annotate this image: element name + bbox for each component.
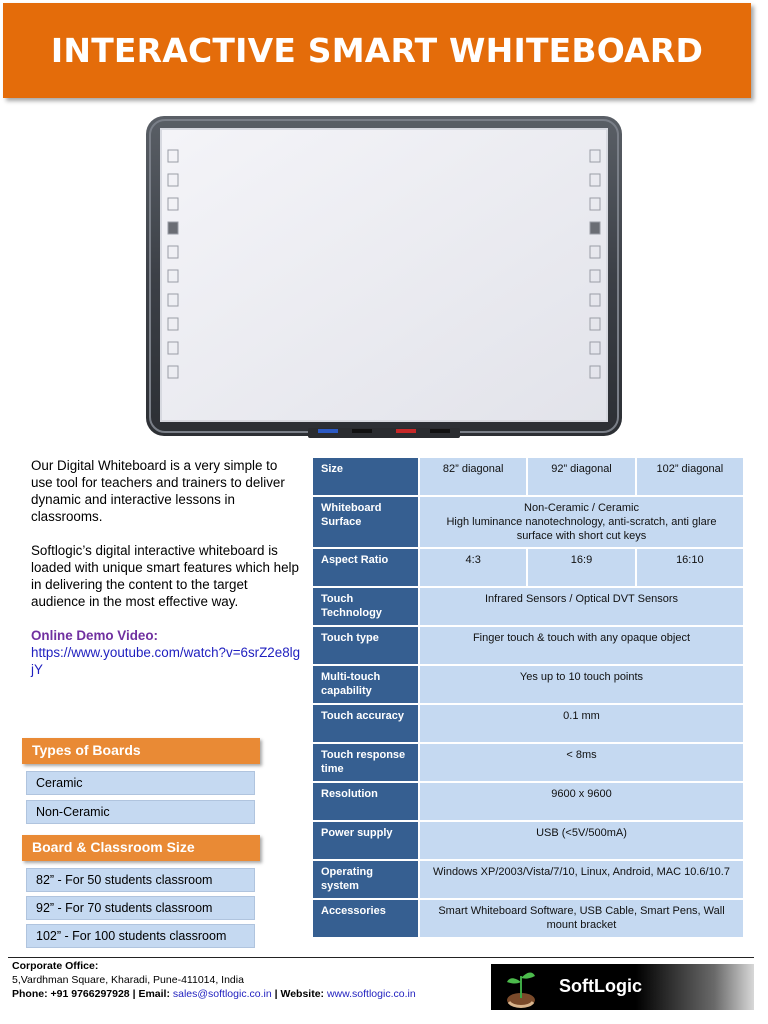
spec-value: 102” diagonal	[637, 458, 743, 495]
spec-value: Smart Whiteboard Software, USB Cable, Smart Pens, Wall mount bracket	[420, 900, 743, 937]
spec-table	[311, 456, 745, 939]
spec-value: 82” diagonal	[420, 458, 526, 495]
logo-text: SoftLogic	[559, 976, 642, 996]
spec-label: Multi-touch capability	[313, 666, 418, 703]
spec-value: 92” diagonal	[528, 458, 634, 495]
spec-row-os	[313, 861, 743, 898]
spec-value: USB (<5V/500mA)	[420, 822, 743, 859]
spec-value: Windows XP/2003/Vista/7/10, Linux, Android, MAC 10.6/10.7	[420, 861, 743, 898]
board-size-heading: Board & Classroom Size	[22, 835, 260, 861]
email-label: Email:	[138, 988, 170, 1000]
spec-label: Touch accuracy	[313, 705, 418, 742]
spec-value: 0.1 mm	[420, 705, 743, 742]
spec-value: Yes up to 10 touch points	[420, 666, 743, 703]
spec-label: Touch type	[313, 627, 418, 664]
softlogic-logo	[491, 964, 754, 1010]
spec-value: 4:3	[420, 549, 526, 586]
spec-value: Infrared Sensors / Optical DVT Sensors	[420, 588, 743, 625]
phone-label: Phone:	[12, 988, 48, 1000]
spec-value: 16:9	[528, 549, 634, 586]
website-link[interactable]: www.softlogic.co.in	[326, 988, 416, 1000]
spec-row-touch-type	[313, 627, 743, 664]
title-banner	[3, 3, 751, 98]
separator: |	[274, 988, 278, 1000]
contact-line	[12, 987, 416, 1001]
spec-row-power	[313, 822, 743, 859]
spec-value: 9600 x 9600	[420, 783, 743, 820]
types-of-boards-heading: Types of Boards	[22, 738, 260, 764]
whiteboard-image	[140, 110, 628, 445]
spec-row-multitouch	[313, 666, 743, 703]
intro-text	[31, 457, 301, 678]
spec-row-resolution	[313, 783, 743, 820]
spec-label: Resolution	[313, 783, 418, 820]
intro-paragraph-2: Softlogic’s digital interactive whiteboard is loaded with unique smart features which help in delivering the content to the target audience in the most effective way.	[31, 543, 299, 609]
email-link[interactable]: sales@softlogic.co.in	[172, 988, 272, 1000]
spec-row-accuracy	[313, 705, 743, 742]
spec-label: Operating system	[313, 861, 418, 898]
website-label: Website:	[280, 988, 325, 1000]
spec-label: Whiteboard Surface	[313, 497, 418, 547]
spec-label: Aspect Ratio	[313, 549, 418, 586]
board-size-item: 92” - For 70 students classroom	[26, 896, 255, 920]
spec-value: < 8ms	[420, 744, 743, 781]
board-size-item: 102” - For 100 students classroom	[26, 924, 255, 948]
spec-row-size	[313, 458, 743, 495]
separator: |	[132, 988, 136, 1000]
page-title: INTERACTIVE SMART WHITEBOARD	[50, 31, 704, 70]
demo-video-link[interactable]: https://www.youtube.com/watch?v=6srZ2e8lgjY	[31, 645, 301, 677]
spec-row-touch-tech	[313, 588, 743, 625]
board-type-item: Non-Ceramic	[26, 800, 255, 824]
board-size-item: 82” - For 50 students classroom	[26, 868, 255, 892]
office-address: 5,Vardhman Square, Kharadi, Pune-411014, India	[12, 974, 244, 986]
footer-divider	[8, 957, 754, 958]
spec-label: Accessories	[313, 900, 418, 937]
spec-row-surface	[313, 497, 743, 547]
spec-value: Finger touch & touch with any opaque object	[420, 627, 743, 664]
spec-value: Non-Ceramic / Ceramic High luminance nanotechnology, anti-scratch, anti glare surface with short cut keys	[420, 497, 743, 547]
plant-icon	[491, 964, 551, 1010]
spec-row-accessories	[313, 900, 743, 937]
spec-label: Size	[313, 458, 418, 495]
office-label: Corporate Office:	[12, 960, 99, 972]
phone-number: +91 9766297928	[50, 988, 130, 1000]
spec-value: 16:10	[637, 549, 743, 586]
demo-video-label: Online Demo Video:	[31, 628, 158, 643]
board-type-item: Ceramic	[26, 771, 255, 795]
spec-label: Touch response time	[313, 744, 418, 781]
spec-label: Power supply	[313, 822, 418, 859]
footer-contact	[12, 959, 416, 1001]
intro-paragraph-1: Our Digital Whiteboard is a very simple to use tool for teachers and trainers to deliver dynamic and interactive lessons in classrooms.	[31, 458, 285, 524]
spec-row-response	[313, 744, 743, 781]
spec-label: Touch Technology	[313, 588, 418, 625]
spec-row-aspect	[313, 549, 743, 586]
